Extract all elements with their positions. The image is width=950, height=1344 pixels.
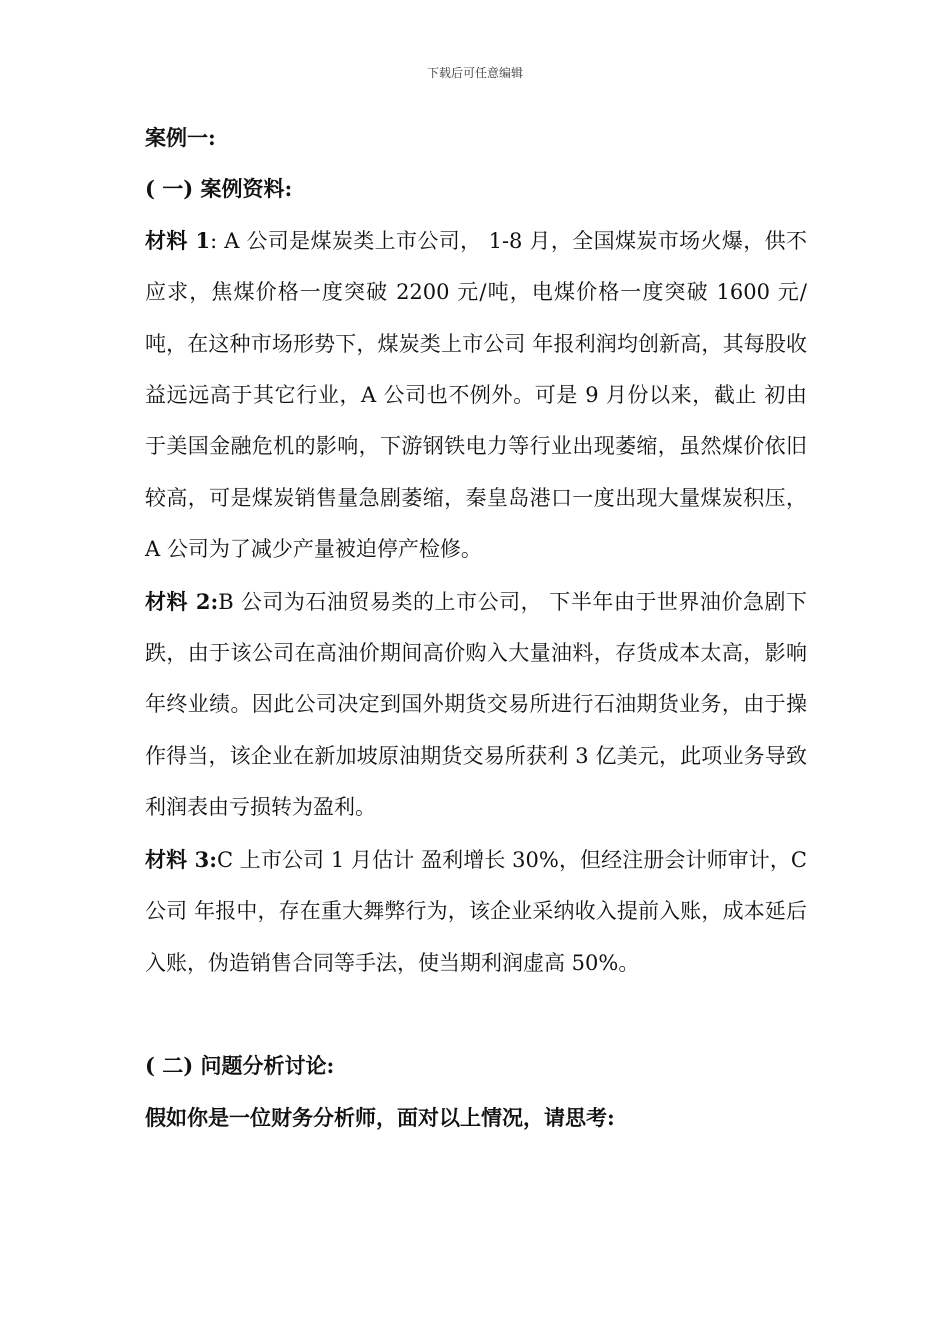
material2-text: B 公司为石油贸易类的上市公司， 下半年由于世界油价急剧下跌，由于该公司在高油价期间高价购入大量油料，存货成本太高，影响年终业绩。因此公司决定到国外期货交易所进行石油期货业务，由于操作得当，该企业在新加坡原油期货交易所获利 3 亿美元，此项业务导致 利润表由亏损转为盈利。 [145, 589, 807, 820]
question-intro: 假如你是一位财务分析师，面对以上情况，请思考: [145, 1104, 615, 1130]
section2-title: ( 二) 问题分析讨论: [145, 1053, 335, 1079]
material3-label: 材料 3: [145, 846, 217, 872]
material2-paragraph [145, 576, 807, 834]
case-title: 案例一: [145, 125, 216, 150]
material1-paragraph [145, 215, 807, 576]
material3-paragraph [145, 834, 807, 989]
material3-text: C 上市公司 1 月估计 盈利增长 30%，但经注册会计师审计，C 公司 年报中，存在重大舞弊行为，该企业采纳收入提前入账，成本延后入账，伪造销售合同等手法，使当期利润虚高 50%。 [145, 847, 807, 975]
material1-text: : A 公司是煤炭类上市公司， 1-8 月，全国煤炭市场火爆，供不应求，焦煤价格一度突破 2200 元/吨，电煤价格一度突破 1600 元/吨，在这种市场形势下，煤炭类上市公司 年报利润均创新高，其每股收益远远高于其它行业，A 公司也不例外。可是 9 月份以来，截止 初由于美国金融危机的影响，下游钢铁电力等行业出现萎缩，虽然煤价依旧较高，可是煤炭销售量急剧萎缩，秦皇岛港口一度出现大量煤炭积压，A 公司为了减少产量被迫停产检修。 [145, 228, 807, 562]
document-body [145, 112, 807, 1143]
material1-label: 材料 1 [145, 227, 211, 253]
material2-label: 材料 2: [145, 588, 219, 614]
blank-line [145, 989, 807, 1040]
section1-title: ( 一) 案例资料: [145, 176, 293, 202]
page-header: 下载后可任意编辑 [426, 66, 523, 80]
